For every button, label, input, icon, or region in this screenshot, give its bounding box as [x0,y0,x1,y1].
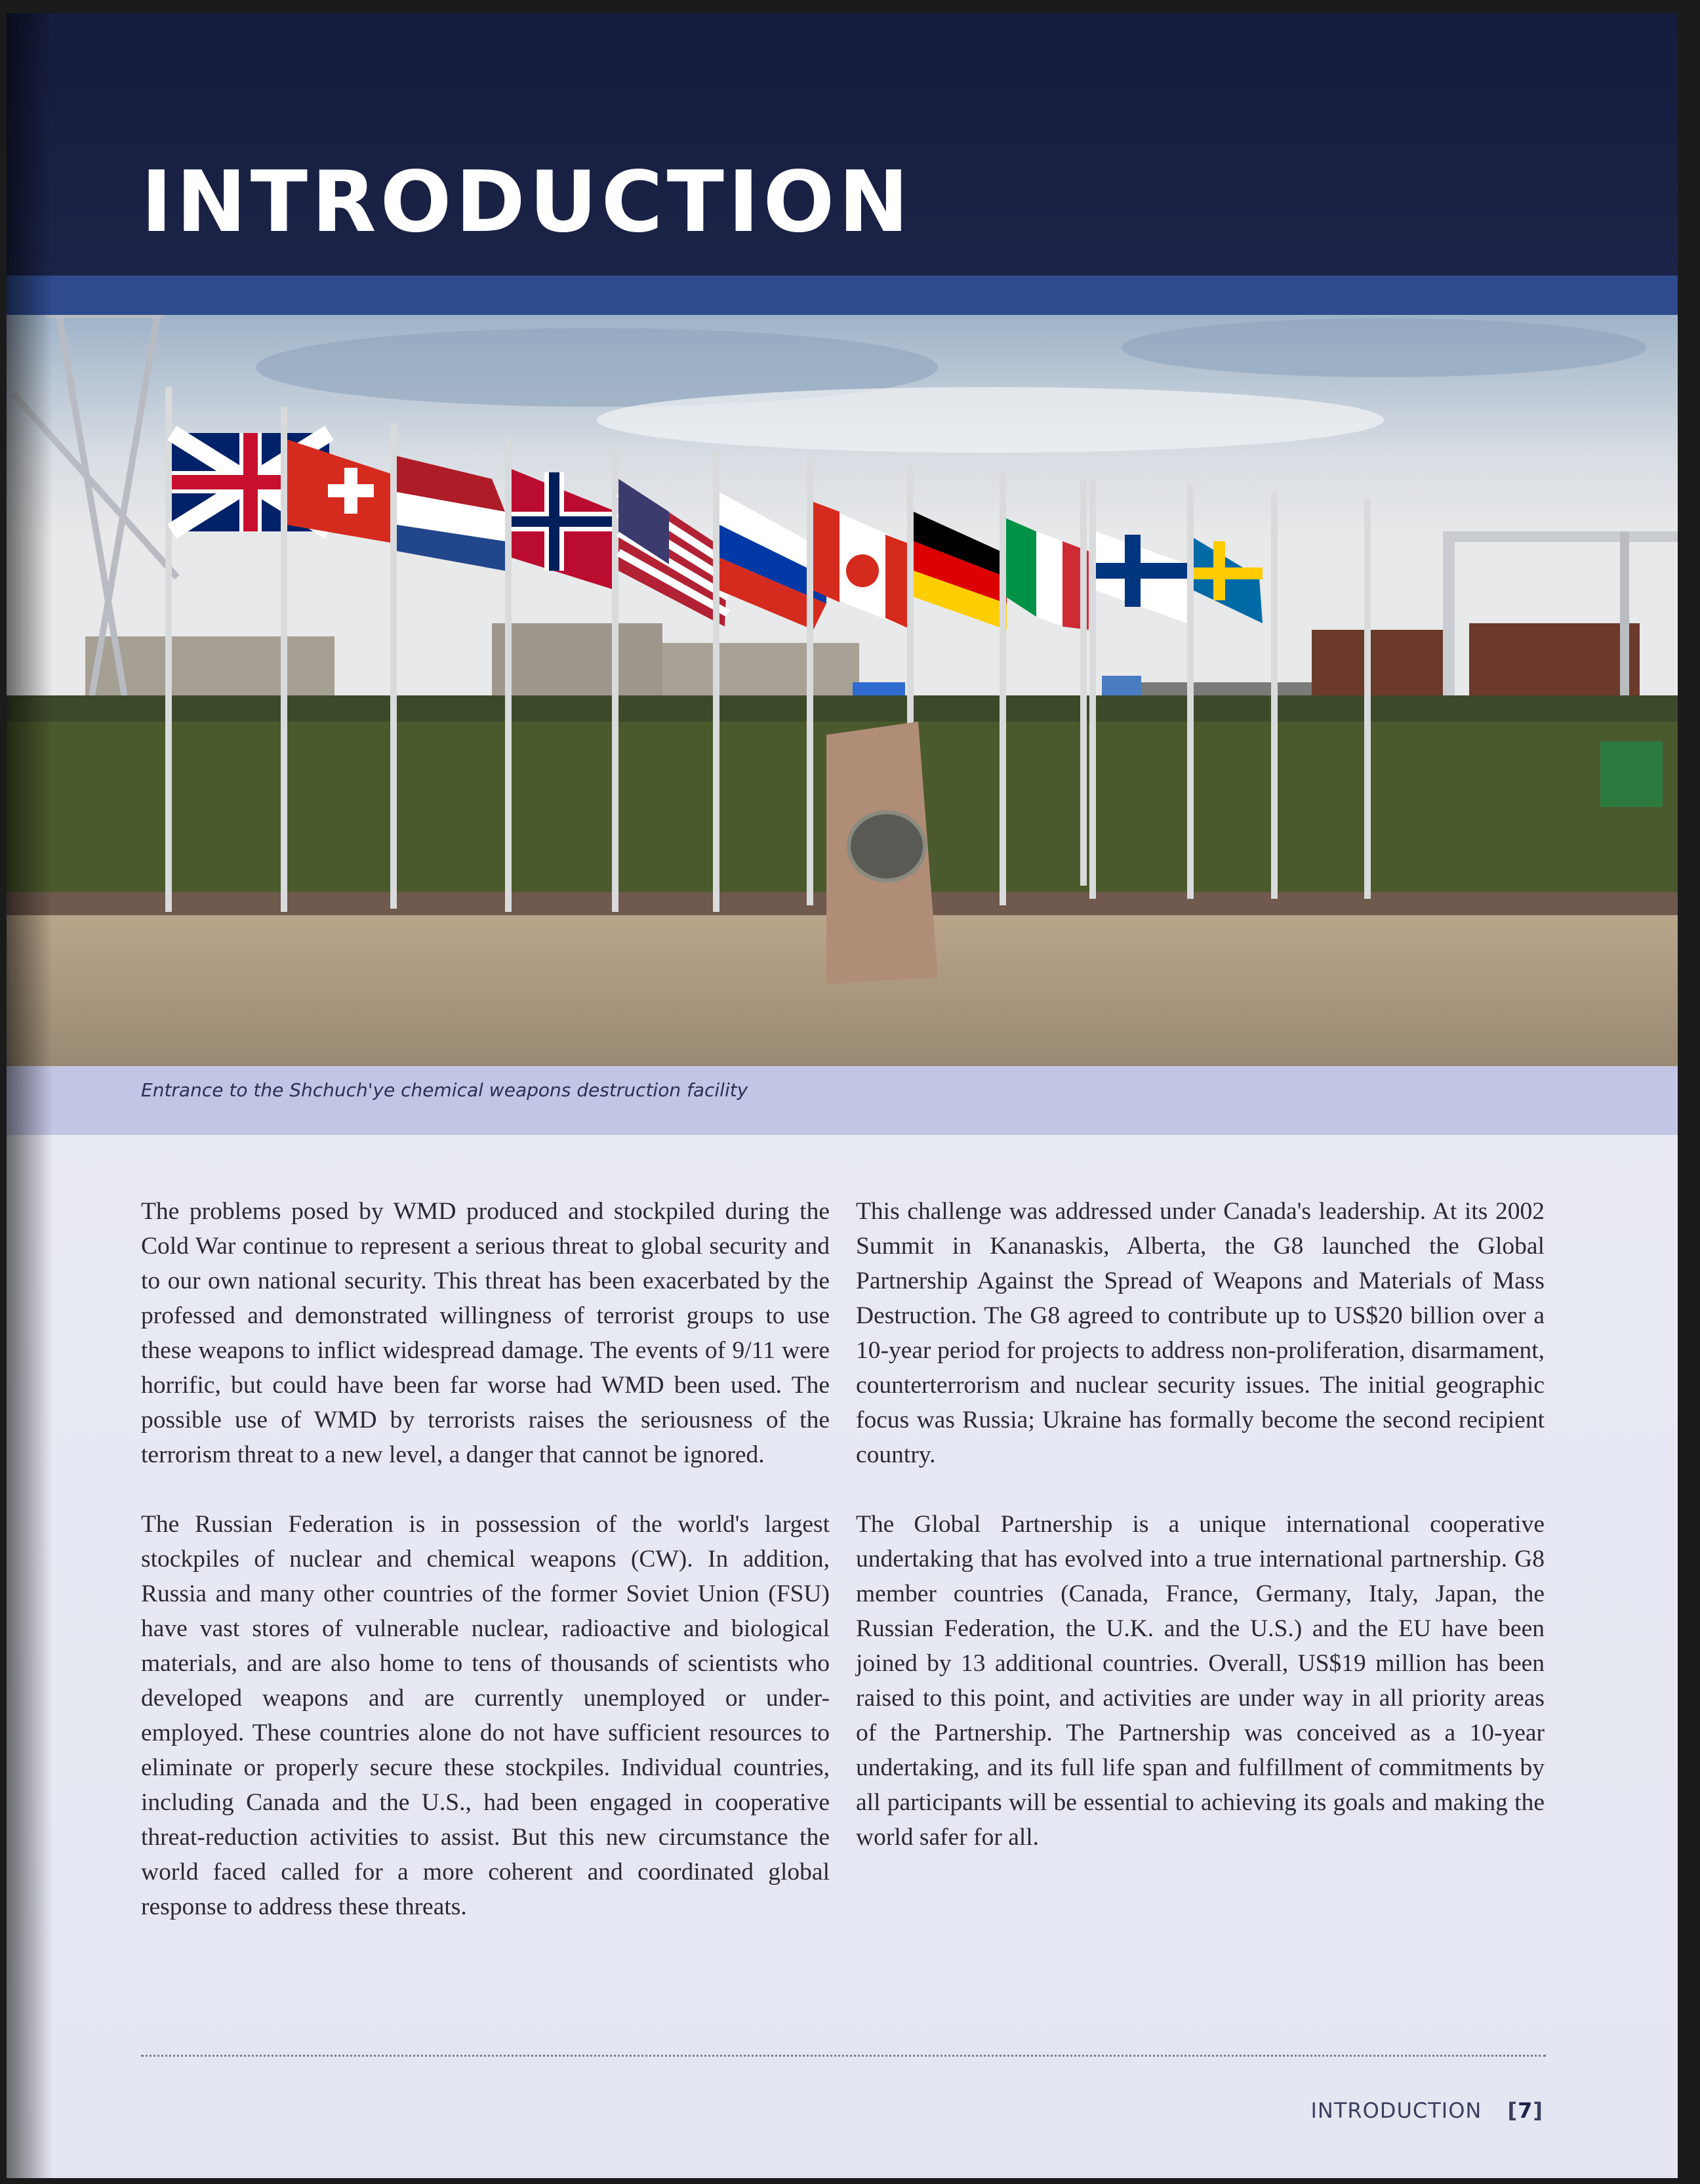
spine-shadow [7,13,52,2178]
monument-stone [826,722,938,984]
paragraph: This challenge was addressed under Canada's leadership. At its 2002 Summit in Kananaskis, Alberta, the G8 launched the Global Partnership Against the Spread of Weapons and Materials of Mass Destruction. The G8 agreed to contribute up to US$20 billion over a 10-year period for projects to address non-proliferation, disarmament, counterterrorism and nuclear security issues. The initial geographic focus was Russia; Ukraine has formally become the second recipient country. [856,1198,1545,1468]
page-footer [1310,2098,1543,2123]
paragraph: The Global Partnership is a unique international cooperative undertaking that has evolved into a true international partnership. G8 member countries (Canada, France, Germany, Italy, Japan, the Russian Federation, the U.K. and the U.S.) and the EU have been joined by 13 additional countries. Overall, US$19 million has been raised to this point, and activities are under way in all priority areas of the Partnership. The Partnership was conceived as a 10-year undertaking, and its full life span and fulfillment of commitments by all participants will be essential to achieving its goals and making the world safer for all. [856,1511,1545,1851]
page-title: INTRODUCTION [141,154,913,251]
photo-caption: Entrance to the Shchuch'ye chemical weapons destruction facility [141,1079,748,1101]
footer-divider [141,2055,1546,2057]
right-column [856,1194,1545,1889]
left-column [141,1194,830,1959]
paragraph: The Russian Federation is in possession of the world's largest stockpiles of nuclear and chemical weapons (CW). In addition, Russia and many other countries of the former Soviet Union (FSU) have vast stores of vulnerable nuclear, radioactive and biological materials, and are also home to tens of thousands of scientists who developed weapons and are currently unemployed or under-employed. These countries alone do not have sufficient resources to eliminate or properly secure these stockpiles. Individual countries, including Canada and the U.S., had been engaged in cooperative threat-reduction activities to assist. But this new circumstance the world faced called for a more coherent and coordinated global response to address these threats. [141,1511,830,1920]
footer-section-label: INTRODUCTION [1310,2098,1482,2123]
page-number: [7] [1507,2098,1543,2123]
paragraph: The problems posed by WMD produced and stockpiled during the Cold War continue to represent a serious threat to global security and to our own national security. This threat has been exacerbated by the professed and demonstrated willingness of terrorist groups to use these weapons to inflict widespread damage. The events of 9/11 were horrific, but could have been far worse had WMD been used. The possible use of WMD by terrorists raises the seriousness of the terrorism threat to a new level, a danger that cannot be ignored. [141,1198,830,1468]
page [7,13,1678,2178]
header-accent-strip [7,276,1678,315]
flags-photo [7,315,1678,1066]
